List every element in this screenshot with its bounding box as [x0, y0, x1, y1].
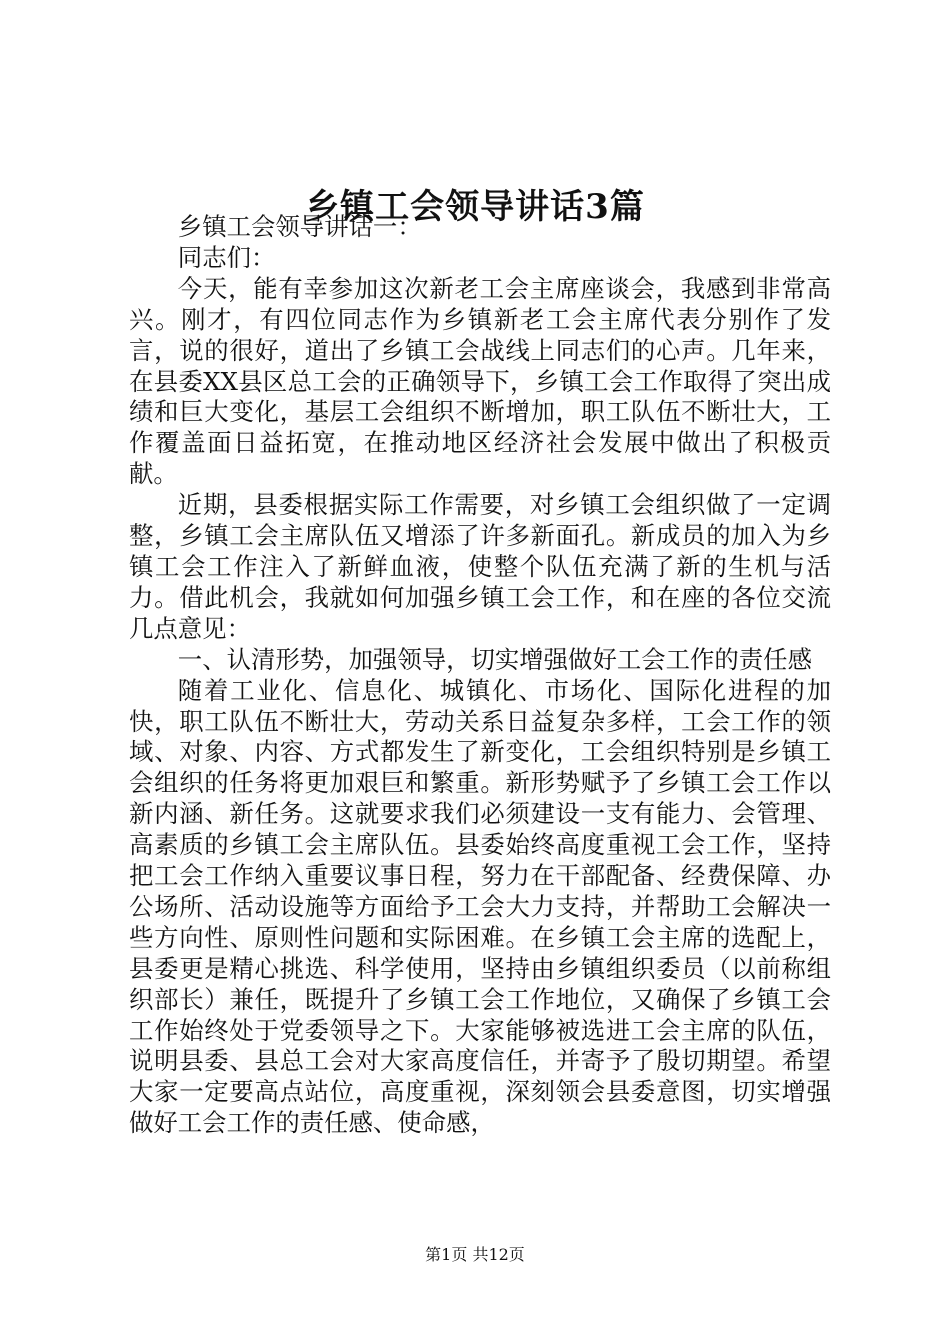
document-title: 乡镇工会领导讲话3篇	[305, 187, 645, 227]
paragraph-section-heading-1: 一、认清形势，加强领导，切实增强做好工会工作的责任感	[177, 644, 812, 674]
paragraph-recent-adjustment: 近期，县委根据实际工作需要，对乡镇工会组织做了一定调整，乡镇工会主席队伍又增添了许多新面孔。新成员的加入为乡镇工会工作注入了新鲜血液，使整个队伍充满了新的生机与活力。借此机会，我就如何加强乡镇工会工作，和在座的各位交流几点意见：	[129, 490, 831, 643]
paragraph-situation: 随着工业化、信息化、城镇化、市场化、国际化进程的加快，职工队伍不断壮大，劳动关系日益复杂多样，工会工作的领域、对象、内容、方式都发生了新变化，工会组织特别是乡镇工会组织的任务将更加艰巨和繁重。新形势赋予了乡镇工会工作以新内涵、新任务。这就要求我们必须建设一支有能力、会管理、高素质的乡镇工会主席队伍。县委始终高度重视工会工作，坚持把工会工作纳入重要议事日程，努力在干部配备、经费保障、办公场所、活动设施等方面给予工会大力支持，并帮助工会解决一些方向性、原则性问题和实际困难。在乡镇工会主席的选配上，县委更是精心挑选、科学使用，坚持由乡镇组织委员（以前称组织部长）兼任，既提升了乡镇工会工作地位，又确保了乡镇工会工作始终处于党委领导之下。大家能够被选进工会主席的队伍，说明县委、县总工会对大家高度信任，并寄予了殷切期望。希望大家一定要高点站位，高度重视，深刻领会县委意图，切实增强做好工会工作的责任感、使命感，	[129, 675, 831, 1138]
page-footer: 第1页 共12页	[425, 1245, 525, 1264]
paragraph-speech-heading: 乡镇工会领导讲话一：	[177, 212, 422, 241]
paragraph-salutation: 同志们：	[177, 242, 276, 272]
paragraph-opening: 今天，能有幸参加这次新老工会主席座谈会，我感到非常高兴。刚才，有四位同志作为乡镇新老工会主席代表分别作了发言，说的很好，道出了乡镇工会战线上同志们的心声。几年来，在县委XX县区总工会的正确领导下，乡镇工会工作取得了突出成绩和巨大变化，基层工会组织不断增加，职工队伍不断壮大，工作覆盖面日益拓宽，在推动地区经济社会发展中做出了积极贡献。	[129, 273, 831, 489]
document-body	[129, 212, 831, 1139]
